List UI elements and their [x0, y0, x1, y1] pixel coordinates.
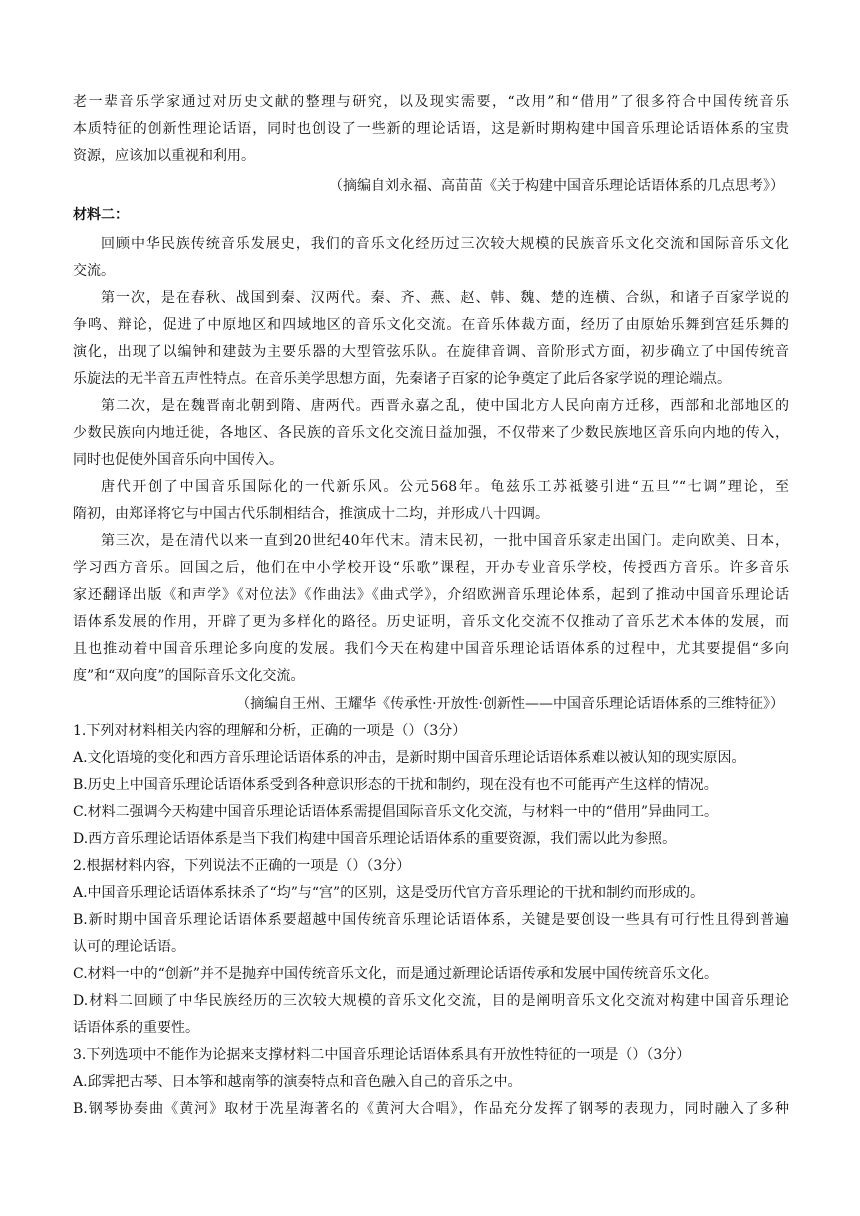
intro-line-2: 本质特征的创新性理论话语，同时也创设了一些新的理论话语，这是新时期构建中国音乐理论话语体系的宝贵: [73, 121, 789, 137]
question-1-stem: 1.下列对材料相关内容的理解和分析，正确的一项是（）（3分）: [73, 723, 467, 739]
question-3-option-a: A.邱霁把古琴、日本筝和越南筝的演奏特点和音色融入自己的音乐之中。: [73, 1074, 522, 1090]
m2-p5-line-6: 度”和“双向度”的国际音乐文化交流。: [73, 668, 305, 684]
m2-p3-line-3: 同时也促使外国音乐向中国传入。: [73, 452, 283, 468]
question-2-stem: 2.根据材料内容，下列说法不正确的一项是（）（3分）: [73, 858, 411, 874]
m2-p5-line-5: 且也推动着中国音乐理论多向度的发展。我们今天在构建中国音乐理论话语体系的过程中，尤其要提倡“多向: [73, 641, 789, 657]
m2-p5-line-1: 第三次，是在清代以来一直到20世纪40年代末。清末民初，一批中国音乐家走出国门。走向欧美、日本，: [101, 533, 789, 549]
intro-line-3: 资源，应该加以重视和利用。: [73, 148, 255, 164]
question-2-option-d-line-2: 话语体系的重要性。: [73, 1020, 199, 1036]
question-2-option-b-line-2: 认可的理论话语。: [73, 939, 185, 955]
m2-p2-line-1: 第一次，是在春秋、战国到秦、汉两代。秦、齐、燕、赵、韩、魏、楚的连横、合纵，和诸子百家学说的: [101, 290, 789, 306]
question-3-option-b-line-1: B.钢琴协奏曲《黄河》取材于冼星海著名的《黄河大合唱》，作品充分发挥了钢琴的表现力，同时融入了多种: [73, 1101, 789, 1117]
m2-p2-line-2: 争鸣、辩论，促进了中原地区和四域地区的音乐文化交流。在音乐体裁方面，经历了由原始乐舞到宫廷乐舞的: [73, 317, 789, 333]
material2-heading: 材料二：: [73, 207, 129, 223]
m2-p5-line-3: 家还翻译出版《和声学》《对位法》《作曲法》《曲式学》，介绍欧洲音乐理论体系，起到了推动中国音乐理论话: [73, 587, 789, 603]
m2-p2-line-3: 演化，出现了以编钟和建鼓为主要乐器的大型管弦乐队。在旋律音调、音阶形式方面，初步确立了中国传统音: [73, 344, 789, 360]
m2-p1-line-2: 交流。: [73, 263, 115, 279]
question-2-option-d-line-1: D.材料二回顾了中华民族经历的三次较大规模的音乐文化交流，目的是阐明音乐文化交流对构建中国音乐理论: [73, 993, 789, 1009]
intro-line-1: 老一辈音乐学家通过对历史文献的整理与研究，以及现实需要，“改用”和“借用”了很多符合中国传统音乐: [73, 94, 789, 110]
source-citation-2: （摘编自王州、王耀华《传承性·开放性·创新性——中国音乐理论话语体系的三维特征》）: [236, 696, 784, 712]
question-1-option-a: A.文化语境的变化和西方音乐理论话语体系的冲击，是新时期中国音乐理论话语体系难以被认知的现实原因。: [73, 750, 746, 766]
m2-p4-line-2: 隋初，由郑译将它与中国古代乐制相结合，推演成十二均，并形成八十四调。: [73, 506, 549, 522]
question-1-option-d: D.西方音乐理论话语体系是当下我们构建中国音乐理论话语体系的重要资源，我们需以此为参照。: [73, 831, 677, 847]
m2-p5-line-2: 学习西方音乐。回国之后，他们在中小学校开设“乐歌”课程，开办专业音乐学校，传授西方音乐。许多音乐: [73, 560, 789, 576]
question-2-option-a: A.中国音乐理论话语体系抹杀了“均”与“宫”的区别，这是受历代官方音乐理论的干扰和制约而形成的。: [73, 885, 705, 901]
question-1-option-b: B.历史上中国音乐理论话语体系受到各种意识形态的干扰和制约，现在没有也不可能再产生这样的情况。: [73, 777, 718, 793]
question-1-option-c: C.材料二强调今天构建中国音乐理论话语体系需提倡国际音乐文化交流，与材料一中的“借用”异曲同工。: [73, 804, 718, 820]
question-3-stem: 3.下列选项中不能作为论据来支撑材料二中国音乐理论话语体系具有开放性特征的一项是（）（3分）: [73, 1047, 691, 1063]
m2-p1-line-1: 回顾中华民族传统音乐发展史，我们的音乐文化经历过三次较大规模的民族音乐文化交流和国际音乐文化: [101, 236, 789, 252]
question-2-option-b-line-1: B.新时期中国音乐理论话语体系要超越中国传统音乐理论话语体系，关键是要创设一些具有可行性且得到普遍: [73, 912, 789, 928]
m2-p3-line-2: 少数民族向内地迁徙，各地区、各民族的音乐文化交流日益加强，不仅带来了少数民族地区音乐向内地的传入，: [73, 425, 789, 441]
m2-p2-line-4: 乐旋法的无半音五声性特点。在音乐美学思想方面，先秦诸子百家的论争奠定了此后各家学说的理论端点。: [73, 371, 731, 387]
question-2-option-c: C.材料一中的“创新”并不是抛弃中国传统音乐文化，而是通过新理论话语传承和发展中国传统音乐文化。: [73, 966, 718, 982]
source-citation-1: （摘编自刘永福、高苗苗《关于构建中国音乐理论话语体系的几点思考》）: [329, 178, 784, 194]
m2-p3-line-1: 第二次，是在魏晋南北朝到隋、唐两代。西晋永嘉之乱，使中国北方人民向南方迁移，西部和北部地区的: [101, 398, 789, 414]
m2-p4-line-1: 唐代开创了中国音乐国际化的一代新乐风。公元568年。龟兹乐工苏祗婆引进“五旦”“七调”理论，至: [101, 479, 789, 495]
m2-p5-line-4: 语体系发展的作用，开辟了更为多样化的路径。历史证明，音乐文化交流不仅推动了音乐艺术本体的发展，而: [73, 614, 789, 630]
